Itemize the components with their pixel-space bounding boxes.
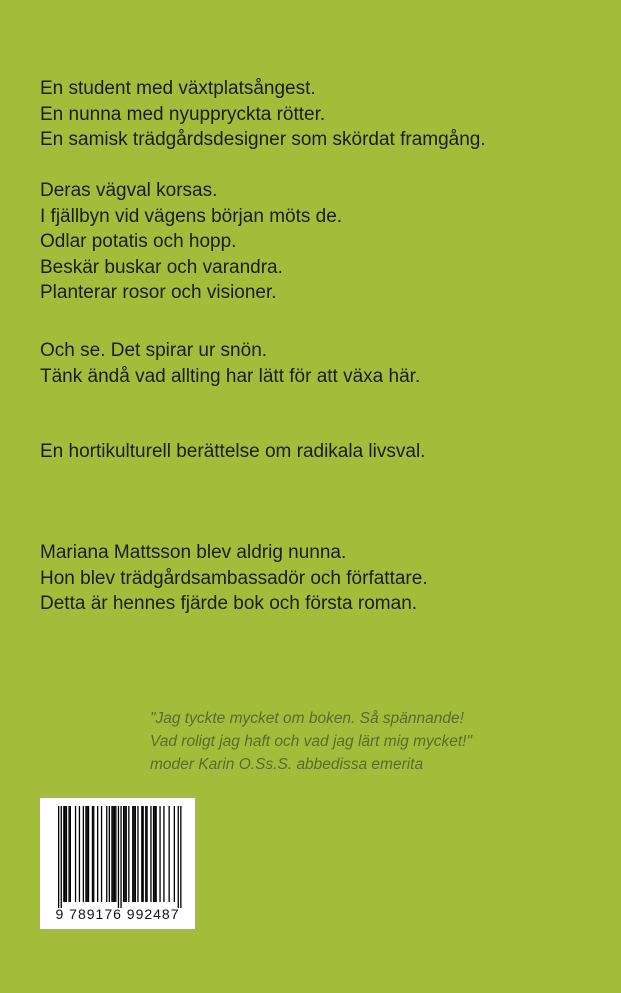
barcode-bar: [79, 806, 80, 902]
barcode-bar: [83, 806, 84, 902]
barcode-bar: [118, 806, 119, 908]
barcode-bar: [88, 806, 89, 902]
barcode-bar: [65, 806, 66, 902]
barcode-bar: [146, 806, 147, 902]
barcode-bar: [180, 806, 181, 908]
blurb-line: Tänk ändå vad allting har lätt för att växa här.: [40, 365, 421, 387]
quote-line: Vad roligt jag haft och vad jag lärt mig mycket!": [150, 733, 472, 750]
barcode-bar: [70, 806, 71, 902]
barcode-bar: [114, 806, 115, 902]
quote-attribution: moder Karin O.Ss.S. abbedissa emerita: [150, 756, 424, 773]
barcode-bar: [113, 806, 114, 902]
blurb-line: Planterar rosor och visioner.: [40, 282, 277, 303]
blurb-line: En nunna med nyuppryckta rötter.: [40, 103, 326, 125]
barcode-bar: [169, 806, 170, 902]
barcode-bar: [93, 806, 94, 902]
barcode-bar: [63, 806, 64, 902]
blurb-paragraph-characters: [40, 76, 591, 153]
barcode-bar: [153, 806, 154, 902]
bio-line: Hon blev trädgårdsambassadör och författare.: [40, 567, 428, 589]
barcode-bar: [154, 806, 155, 902]
barcode-bar: [111, 806, 112, 902]
blurb-line: Odlar potatis och hopp.: [40, 231, 237, 252]
barcode-bar: [174, 806, 175, 902]
barcode-bar: [115, 806, 116, 902]
bio-line: Detta är hennes fjärde bok och första roman.: [40, 593, 418, 614]
isbn-barcode: [40, 798, 195, 929]
barcode-bar: [143, 806, 144, 902]
barcode-bar: [137, 806, 138, 902]
barcode-bar: [145, 806, 146, 902]
barcode-bar: [109, 806, 110, 902]
barcode-bar: [124, 806, 125, 902]
quote-line: "Jag tyckte mycket om boken. Så spännande!: [150, 710, 464, 727]
barcode-bar: [85, 806, 86, 902]
blurb-line: En student med växtplatsångest.: [40, 78, 316, 99]
isbn-number: 9 789176 992487: [55, 906, 180, 922]
barcode-bar: [120, 806, 121, 908]
barcode-bar: [123, 806, 124, 902]
author-bio: [40, 540, 591, 617]
blurb-paragraph-paths: [40, 178, 591, 306]
blurb-line: En hortikulturell berättelse om radikala livsval.: [40, 441, 426, 462]
barcode-bar: [61, 806, 62, 908]
barcode-bar: [101, 806, 102, 902]
bio-line: Mariana Mattsson blev aldrig nunna.: [40, 542, 347, 563]
blurb-line: I fjällbyn vid vägens början möts de.: [40, 205, 343, 227]
blurb-line: Och se. Det spirar ur snön.: [40, 340, 268, 361]
barcode-bar: [132, 806, 133, 902]
barcode-bar: [68, 806, 69, 902]
barcode-bar: [159, 806, 160, 902]
barcode-bar: [97, 806, 98, 902]
barcode-bar: [58, 806, 59, 908]
barcode-bar: [150, 806, 151, 902]
barcode-bar: [141, 806, 142, 902]
barcode-bar: [75, 806, 76, 902]
barcode-bar: [128, 806, 129, 902]
blurb-line: Deras vägval korsas.: [40, 180, 218, 201]
review-quote: [150, 707, 472, 776]
barcode-bar: [163, 806, 164, 902]
blurb-tagline: [40, 439, 591, 465]
barcode-bar: [135, 806, 136, 902]
barcode-bar: [106, 806, 107, 902]
barcode-bar: [156, 806, 157, 902]
barcode-bar: [178, 806, 179, 908]
blurb-paragraph-snow: [40, 338, 591, 389]
blurb-line: En samisk trädgårdsdesigner som skördat framgång.: [40, 129, 486, 150]
blurb-line: Beskär buskar och varandra.: [40, 256, 283, 278]
barcode-bar: [126, 806, 127, 902]
barcode-bar: [92, 806, 93, 902]
barcode-bar: [133, 806, 134, 902]
barcode-bar: [87, 806, 88, 902]
barcode-bar: [66, 806, 67, 902]
